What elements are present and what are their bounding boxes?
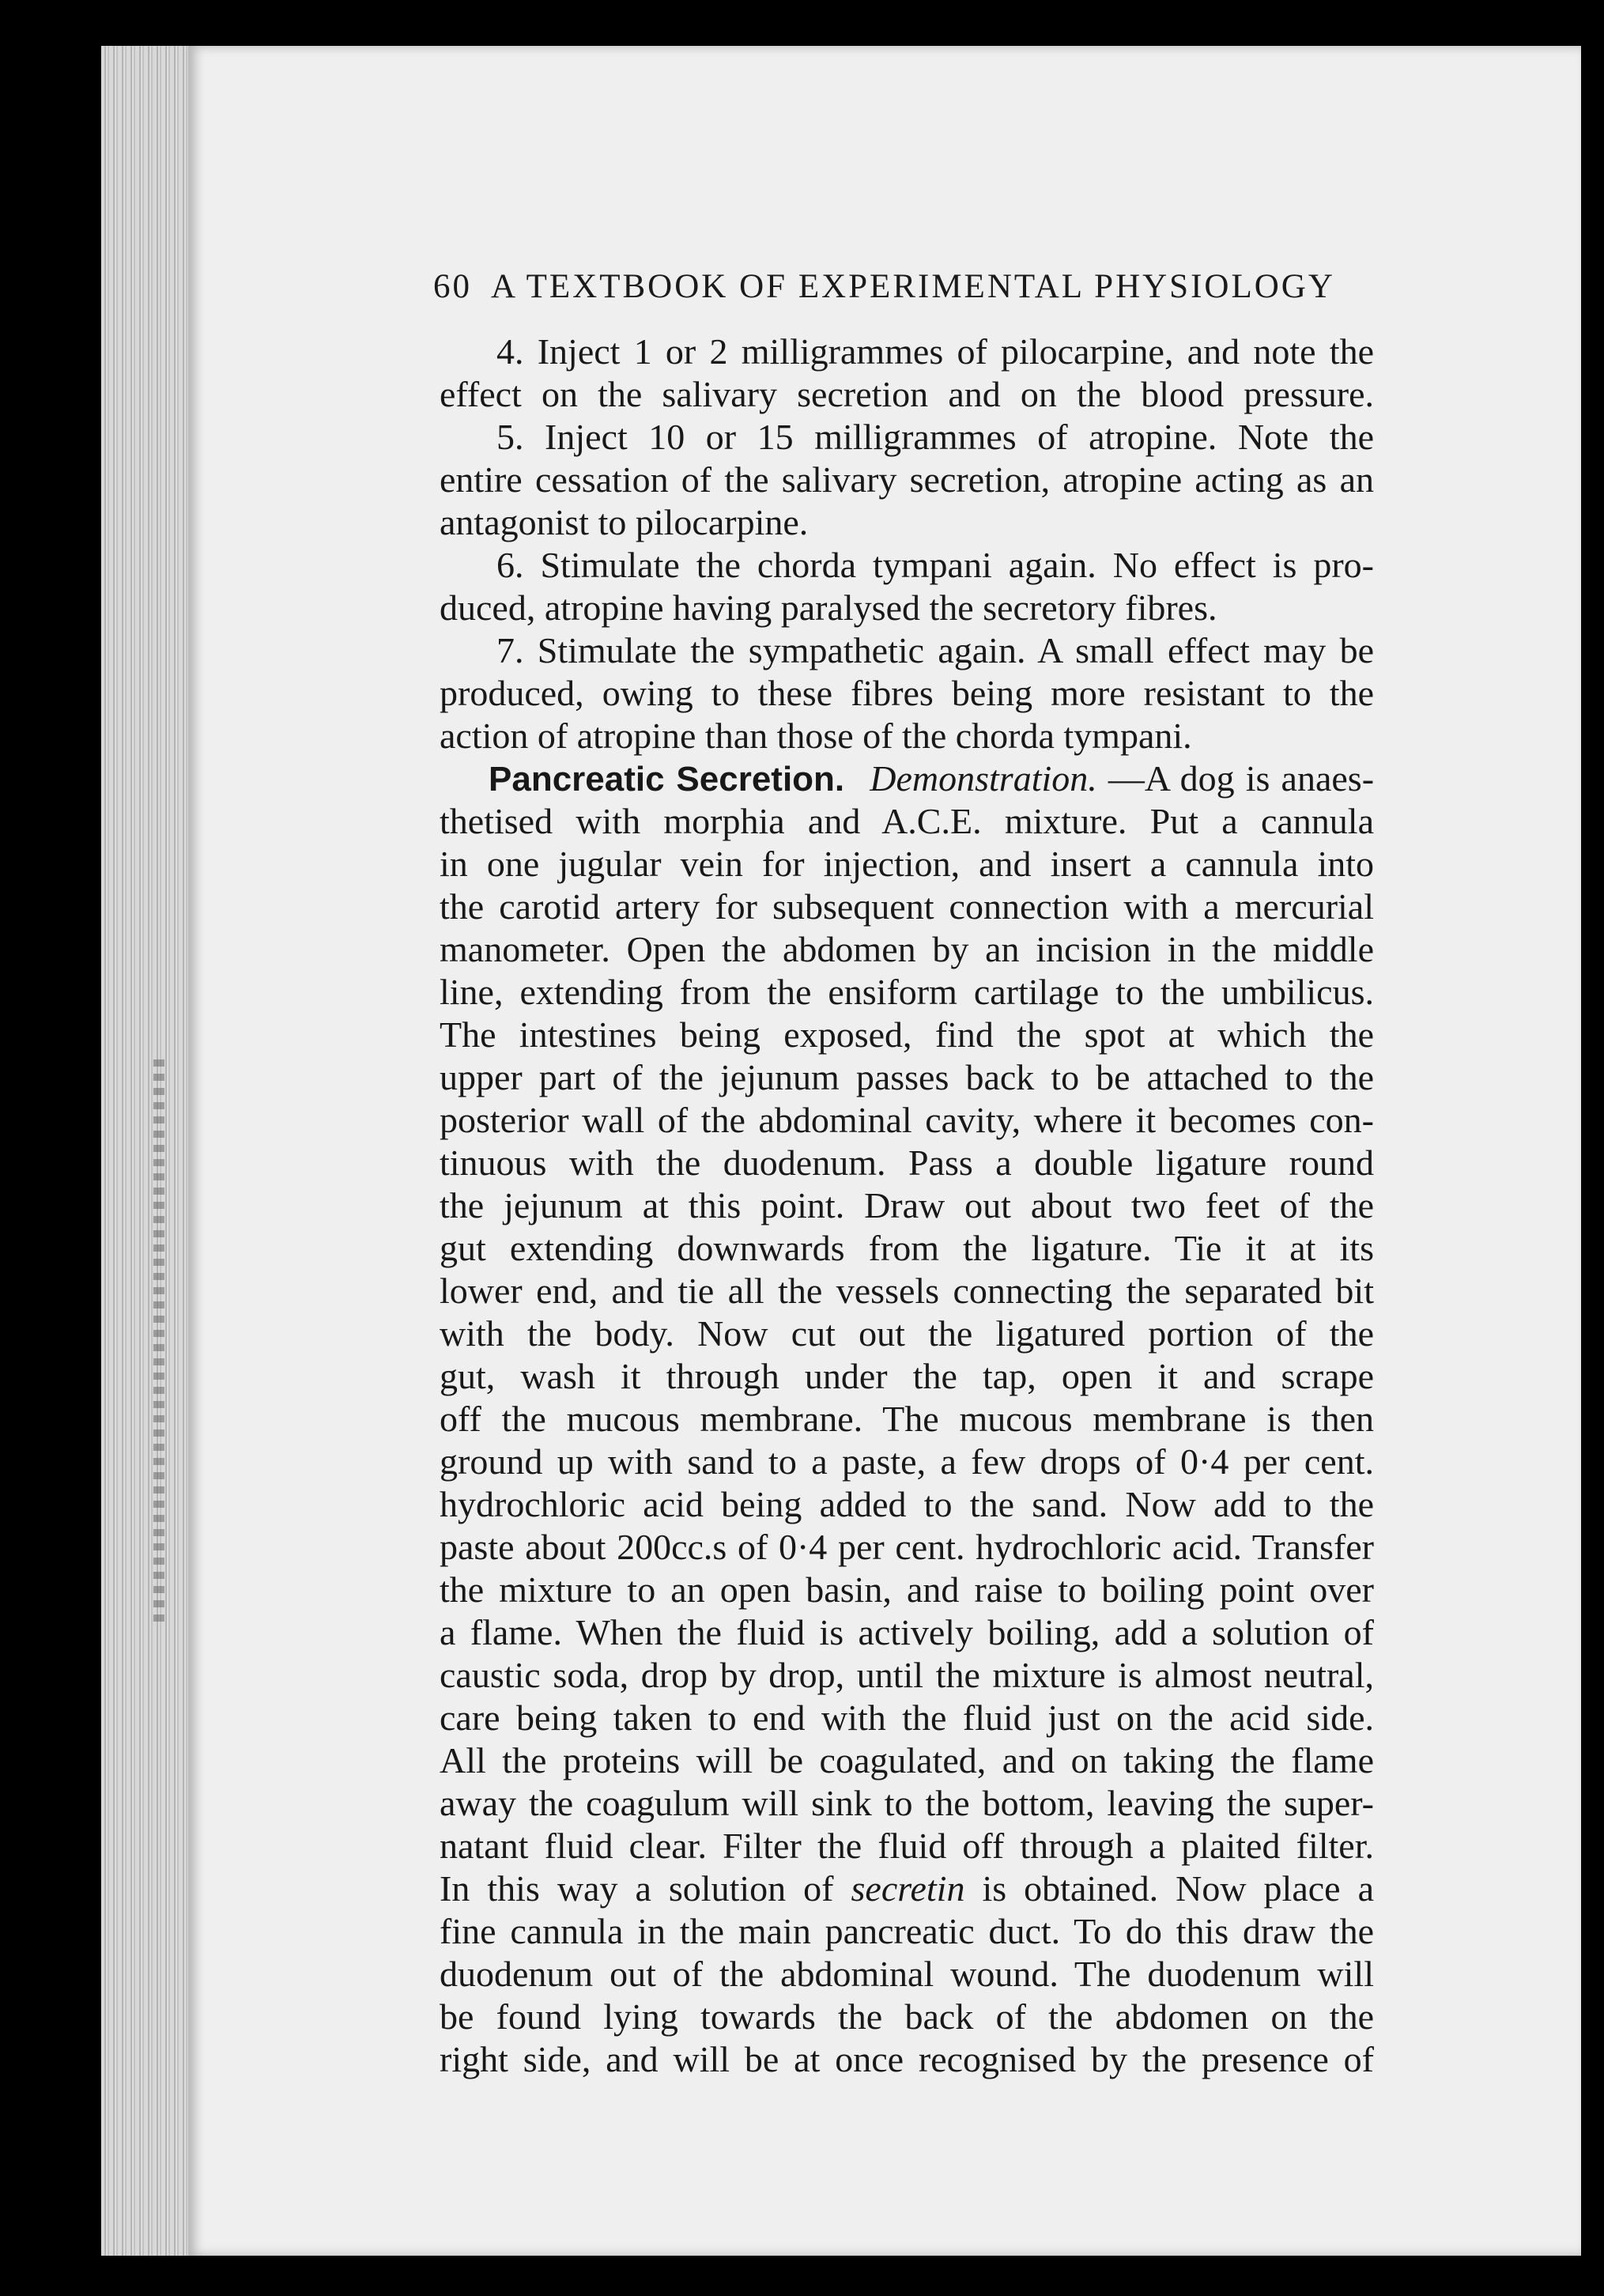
- text-line: effect on the salivary secretion and on the blood pressure.: [440, 374, 1374, 414]
- secretin-term: secretin: [851, 1868, 965, 1909]
- text-line: line, extending from the ensiform cartilage to the umbilicus.: [440, 972, 1374, 1012]
- text-line: care being taken to end with the fluid just on the acid side.: [440, 1697, 1374, 1738]
- text-line: thetised with morphia and A.C.E. mixture. Put a cannula: [440, 801, 1374, 841]
- page-number: 60: [433, 268, 472, 305]
- text-line: manometer. Open the abdomen by an incision in the middle: [440, 929, 1374, 969]
- book-page-edges: [101, 46, 188, 2256]
- text-line: off the mucous membrane. The mucous membrane is then: [440, 1399, 1374, 1439]
- text-line: 6. Stimulate the chorda tympani again. No effect is pro-: [496, 545, 1374, 585]
- text-line: duodenum out of the abdominal wound. The duodenum will: [440, 1954, 1374, 1994]
- text-line: tinuous with the duodenum. Pass a double ligature round: [440, 1142, 1374, 1183]
- text-line: paste about 200cc.s of 0·4 per cent. hydrochloric acid. Transfer: [440, 1527, 1374, 1567]
- text-line: duced, atropine having paralysed the secretory fibres.: [440, 587, 1217, 628]
- text-line: 5. Inject 10 or 15 milligrammes of atropine. Note the: [496, 417, 1374, 457]
- running-title: A TEXTBOOK OF EXPERIMENTAL PHYSIOLOGY: [491, 268, 1335, 305]
- text-line: fine cannula in the main pancreatic duct. To do this draw the: [440, 1911, 1374, 1951]
- secretin-line-after: is obtained. Now place a: [982, 1868, 1374, 1909]
- text-line: produced, owing to these fibres being more resistant to the: [440, 673, 1374, 713]
- text-line: 4. Inject 1 or 2 milligrammes of pilocarpine, and note the: [496, 331, 1374, 372]
- text-line: be found lying towards the back of the abdomen on the: [440, 1996, 1374, 2037]
- text-line: caustic soda, drop by drop, until the mixture is almost neutral,: [440, 1655, 1374, 1695]
- text-line: with the body. Now cut out the ligatured portion of the: [440, 1313, 1374, 1354]
- text-line: hydrochloric acid being added to the sand. Now add to the: [440, 1484, 1374, 1524]
- text-line: lower end, and tie all the vessels connecting the separated bit: [440, 1271, 1374, 1311]
- demonstration-label: Demonstration.: [870, 758, 1097, 799]
- text-line: a flame. When the fluid is actively boiling, add a solution of: [440, 1612, 1374, 1652]
- text-line: posterior wall of the abdominal cavity, where it becomes con-: [440, 1100, 1374, 1140]
- text-line: gut extending downwards from the ligature. Tie it at its: [440, 1228, 1374, 1268]
- margin-bleed-marks: [153, 1059, 164, 1629]
- text-line: away the coagulum will sink to the bottom, leaving the super-: [440, 1783, 1374, 1823]
- text-line: The intestines being exposed, find the spot at which the: [440, 1014, 1374, 1055]
- text-line: entire cessation of the salivary secretion, atropine acting as an: [440, 459, 1374, 500]
- text-line: the carotid artery for subsequent connection with a mercurial: [440, 886, 1374, 927]
- text-line: in one jugular vein for injection, and insert a cannula into: [440, 844, 1374, 884]
- secretin-line-before: In this way a solution of: [440, 1868, 834, 1909]
- text-line: the jejunum at this point. Draw out about two feet of the: [440, 1185, 1374, 1225]
- text-line: 7. Stimulate the sympathetic again. A small effect may be: [496, 630, 1374, 670]
- text-line: ground up with sand to a paste, a few drops of 0·4 per cent.: [440, 1441, 1374, 1482]
- secretin-line: [440, 1867, 1374, 1910]
- text-line: antagonist to pilocarpine.: [440, 502, 809, 542]
- text-line: gut, wash it through under the tap, open it and scrape: [440, 1356, 1374, 1396]
- text-line: natant fluid clear. Filter the fluid off through a plaited filter.: [440, 1826, 1374, 1866]
- page-body: [440, 0, 1374, 2296]
- text-line: action of atropine than those of the chorda tympani.: [440, 716, 1192, 756]
- text-line: All the proteins will be coagulated, and on taking the flame: [440, 1740, 1374, 1781]
- heading-line-text: —A dog is anaes-: [1108, 758, 1374, 799]
- section-heading-line: [440, 757, 1374, 801]
- text-line: right side, and will be at once recognised by the presence of: [440, 2039, 1374, 2079]
- text-line: upper part of the jejunum passes back to be attached to the: [440, 1057, 1374, 1097]
- section-heading: Pancreatic Secretion.: [489, 760, 845, 799]
- text-line: the mixture to an open basin, and raise to boiling point over: [440, 1569, 1374, 1610]
